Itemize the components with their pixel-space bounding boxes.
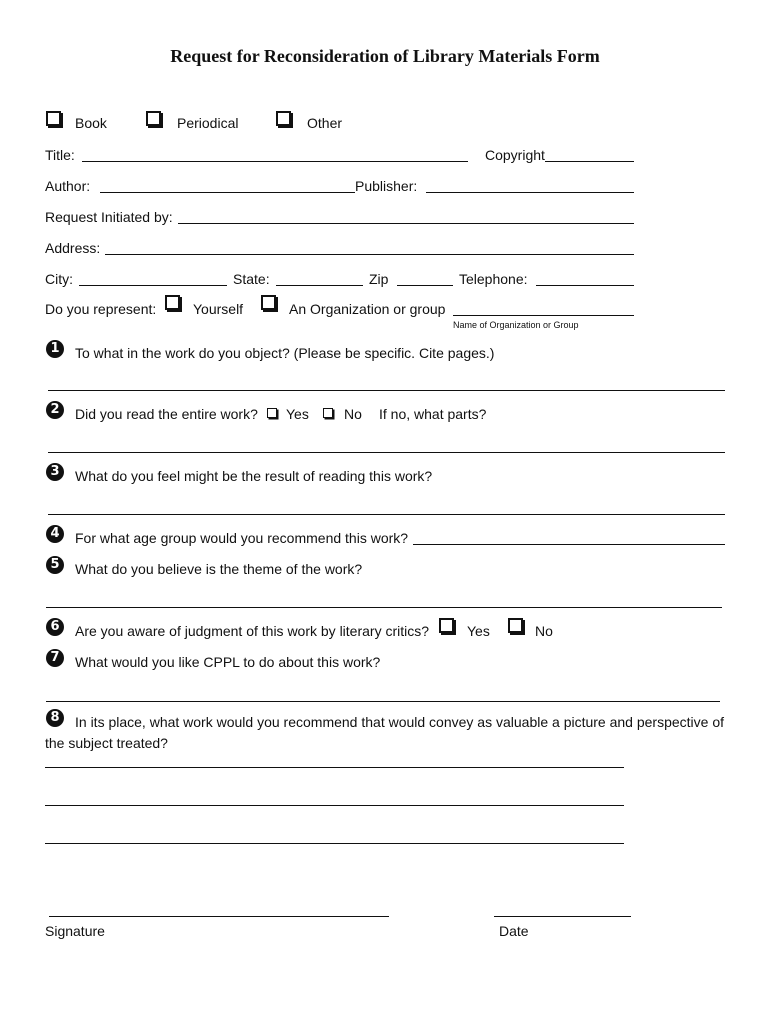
book-checkbox[interactable]	[46, 111, 61, 126]
question-8-answer-line-1[interactable]	[45, 767, 624, 768]
question-8-text: In its place, what work would you recommend that would convey as valuable a picture and perspective of	[75, 714, 725, 730]
question-4-answer-line[interactable]	[413, 544, 725, 545]
question-2-no-label: No	[344, 406, 362, 422]
request-initiated-label: Request Initiated by:	[45, 209, 173, 225]
question-6-no-checkbox[interactable]	[508, 618, 523, 633]
other-checkbox[interactable]	[276, 111, 291, 126]
question-5-number: 5	[46, 556, 64, 574]
zip-label: Zip	[369, 271, 389, 287]
question-7-answer-line[interactable]	[46, 701, 720, 702]
question-5-answer-line[interactable]	[46, 607, 722, 608]
other-label: Other	[307, 115, 343, 131]
question-1-text: To what in the work do you object? (Please be specific. Cite pages.)	[75, 345, 495, 361]
author-label: Author:	[45, 178, 91, 194]
request-initiated-field[interactable]	[178, 223, 634, 224]
question-3-answer-line[interactable]	[48, 514, 725, 515]
question-2-number: 2	[46, 401, 64, 419]
organization-caption: Name of Organization or Group	[453, 320, 579, 330]
publisher-field[interactable]	[426, 192, 634, 193]
question-4-text: For what age group would you recommend this work?	[75, 530, 409, 546]
question-6-yes-label: Yes	[467, 623, 490, 639]
question-2-no-checkbox[interactable]	[323, 408, 333, 418]
publisher-label: Publisher:	[355, 178, 418, 194]
question-3-text: What do you feel might be the result of reading this work?	[75, 468, 433, 484]
state-label: State:	[233, 271, 270, 287]
question-5-text: What do you believe is the theme of the work?	[75, 561, 363, 577]
telephone-label: Telephone:	[459, 271, 528, 287]
address-label: Address:	[45, 240, 101, 256]
question-6-yes-checkbox[interactable]	[439, 618, 454, 633]
signature-field[interactable]	[49, 916, 389, 917]
yourself-checkbox[interactable]	[165, 295, 180, 310]
telephone-field[interactable]	[536, 285, 634, 286]
state-field[interactable]	[276, 285, 363, 286]
book-label: Book	[75, 115, 107, 131]
question-1-number: 1	[46, 340, 64, 358]
question-3-number: 3	[46, 463, 64, 481]
title-field[interactable]	[82, 161, 468, 162]
question-2-followup: If no, what parts?	[379, 406, 487, 422]
date-field[interactable]	[494, 916, 631, 917]
title-label: Title:	[45, 147, 75, 163]
question-6-no-label: No	[535, 623, 553, 639]
organization-label: An Organization or group	[289, 301, 446, 317]
question-2-text: Did you read the entire work?	[75, 406, 258, 422]
question-8-number: 8	[46, 709, 64, 727]
represent-label: Do you represent:	[45, 301, 157, 317]
question-6-number: 6	[46, 618, 64, 636]
periodical-checkbox[interactable]	[146, 111, 161, 126]
question-1-answer-line[interactable]	[48, 390, 725, 391]
yourself-label: Yourself	[193, 301, 244, 317]
zip-field[interactable]	[397, 285, 453, 286]
city-field[interactable]	[79, 285, 227, 286]
question-7-text: What would you like CPPL to do about this work?	[75, 654, 381, 670]
question-2-yes-checkbox[interactable]	[267, 408, 277, 418]
author-field[interactable]	[100, 192, 355, 193]
city-label: City:	[45, 271, 73, 287]
question-4-number: 4	[46, 525, 64, 543]
periodical-label: Periodical	[177, 115, 239, 131]
question-8-text-continued: the subject treated?	[45, 735, 168, 751]
organization-checkbox[interactable]	[261, 295, 276, 310]
copyright-field[interactable]	[545, 161, 634, 162]
address-field[interactable]	[105, 254, 634, 255]
question-8-answer-line-3[interactable]	[45, 843, 624, 844]
question-2-answer-line[interactable]	[48, 452, 725, 453]
organization-name-field[interactable]	[453, 315, 634, 316]
question-6-text: Are you aware of judgment of this work by literary critics?	[75, 623, 430, 639]
question-2-yes-label: Yes	[286, 406, 309, 422]
form-title: Request for Reconsideration of Library Materials Form	[170, 46, 600, 66]
date-label: Date	[499, 923, 529, 939]
copyright-label: Copyright	[485, 147, 545, 163]
question-7-number: 7	[46, 649, 64, 667]
question-8-answer-line-2[interactable]	[45, 805, 624, 806]
signature-label: Signature	[45, 923, 105, 939]
